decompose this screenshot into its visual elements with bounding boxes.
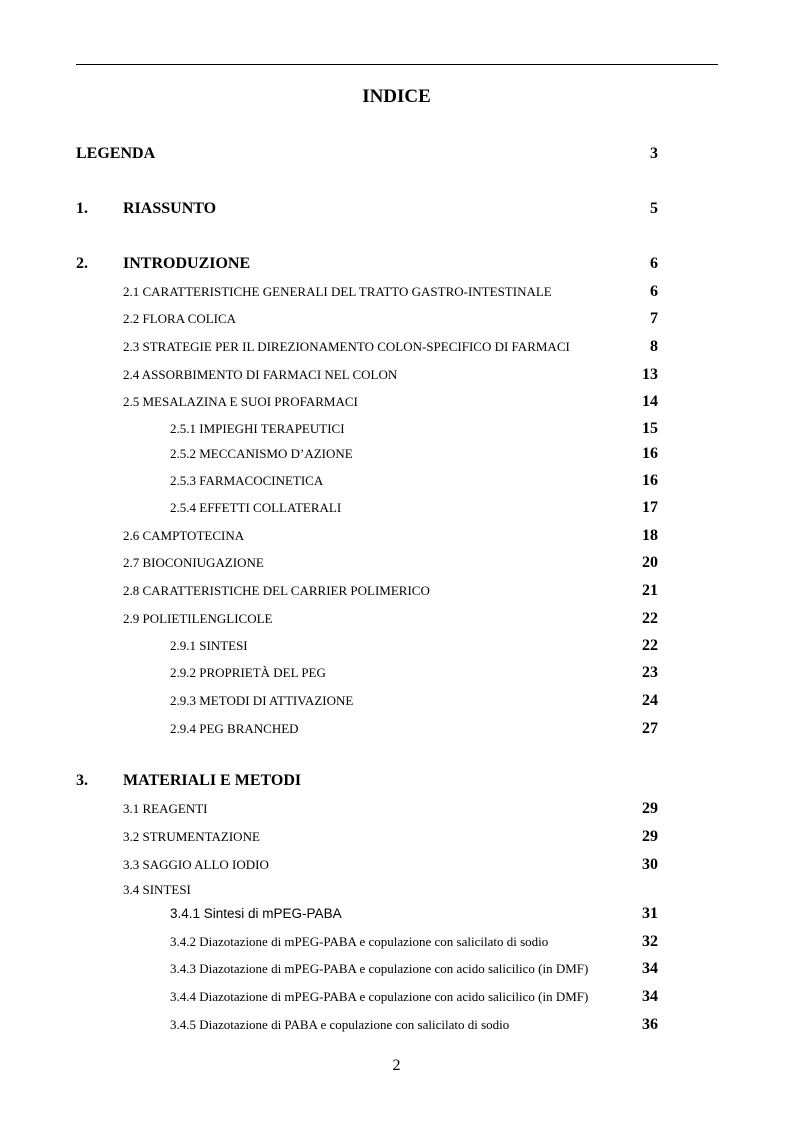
toc-label: 2.9.2 PROPRIETÀ DEL PEG [170, 665, 326, 680]
toc-label: 2.9 POLIETILENGLICOLE [123, 611, 273, 626]
toc-label: 3.3 SAGGIO ALLO IODIO [123, 857, 269, 872]
toc-entry-legenda[interactable] [0, 144, 793, 164]
toc-page: 23 [642, 664, 658, 681]
toc-entry[interactable] [0, 498, 793, 518]
toc-entry[interactable] [0, 392, 793, 412]
toc-entry-introduzione[interactable] [0, 254, 793, 274]
toc-label: LEGENDA [76, 145, 156, 162]
toc-page: 34 [642, 988, 658, 1005]
toc-label: 2.9.4 PEG BRANCHED [170, 721, 299, 736]
toc-entry[interactable] [0, 855, 793, 875]
toc-label: 2.9.3 METODI DI ATTIVAZIONE [170, 693, 354, 708]
toc-page: 29 [642, 828, 658, 845]
toc-label: 2.3 STRATEGIE PER IL DIREZIONAMENTO COLON-SPECIFICO DI FARMACI [123, 339, 570, 354]
toc-label: 2.5.1 IMPIEGHI TERAPEUTICI [170, 421, 345, 436]
toc-entry[interactable] [0, 799, 793, 819]
toc-label: 2.1 CARATTERISTICHE GENERALI DEL TRATTO GASTRO-INTESTINALE [123, 284, 552, 299]
toc-page: 20 [642, 554, 658, 571]
toc-label: 3.1 REAGENTI [123, 801, 208, 816]
toc-entry[interactable] [0, 609, 793, 629]
toc-label: 2.7 BIOCONIUGAZIONE [123, 555, 264, 570]
toc-page: 13 [642, 366, 658, 383]
toc-label: 2.5.2 MECCANISMO D’AZIONE [170, 446, 353, 461]
toc-entry[interactable] [0, 880, 793, 900]
toc-label: INTRODUZIONE [123, 255, 251, 272]
toc-label: 3.4 SINTESI [123, 882, 191, 897]
toc-entry[interactable] [0, 581, 793, 601]
toc-entry[interactable] [0, 282, 793, 302]
toc-page: 6 [650, 255, 658, 272]
toc-entry[interactable] [0, 987, 793, 1007]
toc-label: 2.8 CARATTERISTICHE DEL CARRIER POLIMERICO [123, 583, 430, 598]
toc-page: 6 [650, 283, 658, 300]
toc-page: 17 [642, 499, 658, 516]
toc-page: 16 [642, 472, 658, 489]
toc-label: 2.6 CAMPTOTECINA [123, 528, 245, 543]
toc-entry[interactable] [0, 904, 793, 924]
toc-label: 2.5.3 FARMACOCINETICA [170, 473, 324, 488]
toc-number: 2. [76, 255, 88, 272]
toc-page: 18 [642, 527, 658, 544]
toc-label: 2.9.1 SINTESI [170, 638, 248, 653]
toc-label: RIASSUNTO [123, 200, 217, 217]
toc-entry-riassunto[interactable] [0, 199, 793, 219]
toc-label: 3.4.4 Diazotazione di mPEG-PABA e copulazione con acido salicilico (in DMF) [170, 989, 589, 1004]
toc-number: 3. [76, 772, 88, 789]
toc-entry[interactable] [0, 471, 793, 491]
toc-page: 5 [650, 200, 658, 217]
toc-page: 32 [642, 933, 658, 950]
toc-label: 2.5 MESALAZINA E SUOI PROFARMACI [123, 394, 358, 409]
toc-entry[interactable] [0, 932, 793, 952]
toc-label: 3.2 STRUMENTAZIONE [123, 829, 260, 844]
toc-label: 3.4.2 Diazotazione di mPEG-PABA e copulazione con salicilato di sodio [170, 934, 549, 949]
toc-page: 15 [642, 420, 658, 437]
toc-entry-materiali-e-metodi[interactable] [0, 771, 793, 791]
toc-entry[interactable] [0, 419, 793, 439]
toc-label: 3.4.1 Sintesi di mPEG-PABA [170, 906, 342, 921]
page-title: INDICE [362, 86, 431, 107]
toc-page: 3 [650, 145, 658, 162]
toc-entry[interactable] [0, 444, 793, 464]
toc-entry[interactable] [0, 827, 793, 847]
toc-page: 21 [642, 582, 658, 599]
toc-entry[interactable] [0, 719, 793, 739]
toc-entry[interactable] [0, 337, 793, 357]
header-rule [76, 64, 718, 65]
page-number: 2 [392, 1057, 401, 1074]
toc-page: 36 [642, 1016, 658, 1033]
toc-entry[interactable] [0, 553, 793, 573]
toc-entry[interactable] [0, 526, 793, 546]
toc-entry[interactable] [0, 365, 793, 385]
toc-page: 31 [642, 905, 658, 922]
toc-page: 24 [642, 692, 658, 709]
toc-label: MATERIALI E METODI [123, 772, 302, 789]
toc-page: 27 [642, 720, 658, 737]
toc-entry[interactable] [0, 309, 793, 329]
toc-page: 22 [642, 610, 658, 627]
toc-label: 2.2 FLORA COLICA [123, 311, 237, 326]
toc-entry[interactable] [0, 663, 793, 683]
toc-label: 2.5.4 EFFETTI COLLATERALI [170, 500, 342, 515]
toc-page: 16 [642, 445, 658, 462]
toc-page: 7 [650, 310, 658, 327]
toc-page: 30 [642, 856, 658, 873]
toc-page: 14 [642, 393, 658, 410]
toc-entry[interactable] [0, 691, 793, 711]
toc-entry[interactable] [0, 959, 793, 979]
toc-page: 8 [650, 338, 658, 355]
toc-page: 29 [642, 800, 658, 817]
toc-page: 34 [642, 960, 658, 977]
toc-page: 22 [642, 637, 658, 654]
toc-entry[interactable] [0, 1015, 793, 1035]
toc-label: 3.4.3 Diazotazione di mPEG-PABA e copulazione con acido salicilico (in DMF) [170, 961, 589, 976]
toc-entry[interactable] [0, 636, 793, 656]
toc-number: 1. [76, 200, 88, 217]
toc-label: 3.4.5 Diazotazione di PABA e copulazione con salicilato di sodio [170, 1017, 510, 1032]
toc-label: 2.4 ASSORBIMENTO DI FARMACI NEL COLON [123, 367, 398, 382]
